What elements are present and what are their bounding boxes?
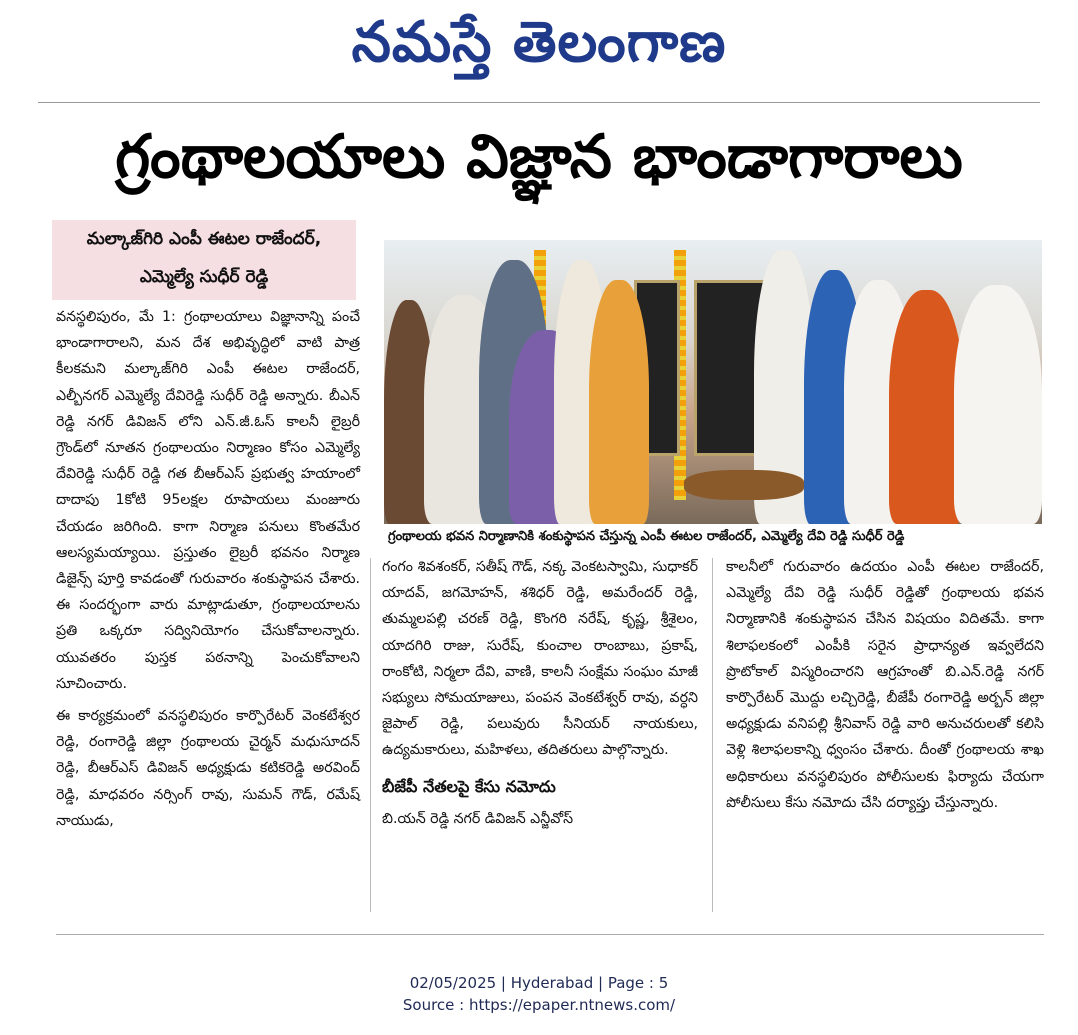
column-divider [370,558,371,912]
paragraph: వనస్థలిపురం, మే 1: గ్రంథాలయాలు విజ్ఞానాన్ని పంచే భాండాగారాలని, మన దేశ అభివృద్ధిలో వాటి పాత్ర కీలకమని మల్కాజ్‌గిరి ఎంపీ ఈటల రాజేందర్, ఎల్బీనగర్ ఎమ్మెల్యే దేవిరెడ్డి సుధీర్ రెడ్డి అన్నారు. బీఎన్ రెడ్డి నగర్ డివిజన్ లోని ఎన్.జీ.ఓస్ కాలనీ లైబ్రరీ గ్రౌండ్‌లో నూతన గ్రంథాలయం నిర్మాణం కోసం ఎమ్మెల్యే దేవిరెడ్డి సుధీర్ రెడ్డి గత బీఆర్ఎస్ ప్రభుత్వ హయాంలో దాదాపు 1కోటి 95లక్షల రూపాయలు మంజూరు చేయడం జరిగింది. కాగా నిర్మాణ పనులు కొంతమేర ఆలస్యమయ్యాయి. ప్రస్తుతం లైబ్రరీ భవనం నిర్మాణ డిజైన్స్ పూర్తి కావడంతో గురువారం శంకుస్థాపన చేశారు. ఈ సందర్భంగా వారు మాట్లాడుతూ, గ్రంథాలయాలను ప్రతి ఒక్కరూ సద్వినియోగం చేసుకోవాలన్నారు. యువతరం పుస్తక పఠనాన్ని పెంచుకోవాలని సూచించారు. [56,309,360,692]
article-headline: గ్రంథాలయాలు విజ్ఞాన భాండాగారాలు [115,122,963,192]
photo-caption: గ్రంథాలయ భవన నిర్మాణానికి శంకుస్థాపన చేస్తున్న ఎంపీ ఈటల రాజేందర్, ఎమ్మెల్యే దేవి రెడ్డి సుధీర్ రెడ్డి [384,524,1046,550]
article-column-1 [56,304,360,834]
masthead-rule [38,102,1040,103]
paragraph: ఈ కార్యక్రమంలో వనస్థలిపురం కార్పొరేటర్ వెంకటేశ్వర రెడ్డి, రంగారెడ్డి జిల్లా గ్రంథాలయ చైర్మన్ మధుసూదన్ రెడ్డి, బీఆర్ఎస్ డివిజన్ అధ్యక్షుడు కటికరెడ్డి అరవింద్ రెడ్డి, మాధవరం నర్సింగ్ రావు, సుమన్ గౌడ్, రమేష్ నాయుడు, [56,708,360,829]
person [589,280,649,524]
subhead-line-2: ఎమ్మెల్యే సుధీర్ రెడ్డి [139,267,269,287]
subhead-box [52,220,356,300]
section-subhead: బీజేపీ నేతలపై కేసు నమోదు [382,776,556,796]
footer-date-line: 02/05/2025 | Hyderabad | Page : 5 [409,974,669,992]
article-column-3 [726,554,1044,816]
paragraph: కాలనీలో గురువారం ఉదయం ఎంపీ ఈటల రాజేందర్, ఎమ్మెల్యే దేవి రెడ్డి సుధీర్ రెడ్డితో గ్రంథాలయ భవన నిర్మాణానికి శంకుస్థాపన చేసిన విషయం విదితమే. కాగా శిలాఫలకంలో ఎంపీకి సరైన ప్రాధాన్యత ఇవ్వలేదని ప్రొటోకాల్ విస్మరించారని ఆగ్రహంతో బి.ఎన్.రెడ్డి నగర్ కార్పొరేటర్ మొద్దు లచ్చిరెడ్డి, బీజేపీ రంగారెడ్డి అర్బన్ జిల్లా అధ్యక్షుడు వనిపల్లి శ్రీనివాస్ రెడ్డి వారి అనుచరులతో కలిసి వెళ్లి శిలాఫలకాన్ని ధ్వంసం చేశారు. దీంతో గ్రంథాలయ శాఖ అధికారులు వనస్థలిపురం పోలీసులకు ఫిర్యాదు చేయగా పోలీసులు కేసు నమోదు చేసి దర్యాప్తు చేస్తున్నారు. [726,559,1044,811]
article-column-2 [382,554,698,832]
person [889,290,964,524]
news-photo [384,240,1042,524]
masthead-logo: నమస్తే తెలంగాణ [351,9,727,75]
paragraph: బి.యన్ రెడ్డి నగర్ డివిజన్ ఎన్జీవోస్ [382,810,574,827]
column-divider [712,558,713,912]
paragraph: గంగం శివశంకర్, సతీష్ గౌడ్, నక్క వెంకటస్వామి, సుధాకర్ యాదవ్, జగమోహన్, శశిధర్ రెడ్డి, అమరేందర్ రెడ్డి, తుమ్మలపల్లి చరణ్ రెడ్డి, కొంగరి నరేష్, కృష్ణ, శ్రీశైలం, యాదగిరి రాజు, సురేష్, కుంచాల రాంబాబు, ప్రకాష్, రాంకోటి, నిర్మలా దేవి, వాణి, కాలనీ సంక్షేమ సంఘం మాజీ సభ్యులు సోమయాజులు, పంపన వెంకటేశ్వర్ రావు, వర్ధని జైపాల్ రెడ్డి, పలువురు సీనియర్ నాయకులు, ఉద్యమకారులు, మహిళలు, తదితరులు పాల్గొన్నారు. [382,559,698,759]
subhead-line-1: మల్కాజ్‌గిరి ఎంపీ ఈటల రాజేందర్, [86,229,322,249]
bottom-rule [56,934,1044,935]
offerings [684,470,804,500]
person [954,285,1042,524]
footer-source-line: Source : https://epaper.ntnews.com/ [402,996,676,1014]
